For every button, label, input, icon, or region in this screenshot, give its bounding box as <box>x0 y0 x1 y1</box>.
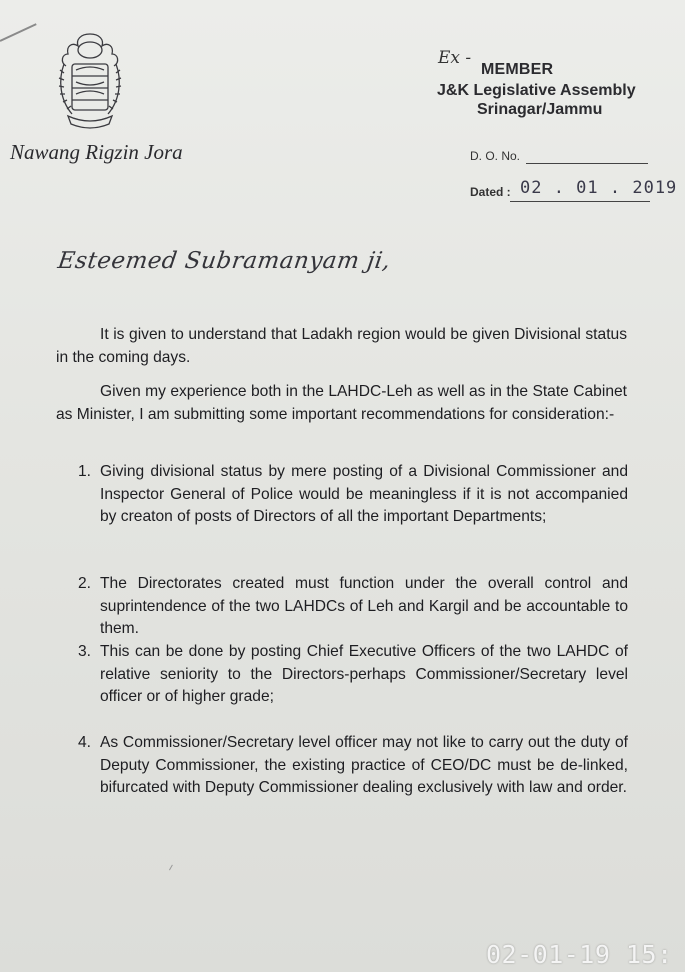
paragraph-1-text: It is given to understand that Ladakh region would be given Divisional status in the coming days. <box>56 326 627 366</box>
dated-value: 02 . 01 . 2019 <box>520 178 678 198</box>
state-emblem-icon <box>50 30 130 134</box>
do-number-line <box>526 163 648 164</box>
sender-name: Nawang Rigzin Jora <box>10 140 183 164</box>
list-item-text: Giving divisional status by mere posting of a Divisional Commissioner and Inspector General of Police would be meaningless if it is not accompanied by creaton of posts of Directors of all the important Departments; <box>100 463 628 526</box>
paragraph-2-text: Given my experience both in the LAHDC-Leh as well as in the State Cabinet as Minister, I am submitting some important recommendations for consideration:- <box>56 383 627 423</box>
list-item-number: 3. <box>78 643 92 660</box>
pen-mark <box>169 865 178 874</box>
do-number-label: D. O. No. <box>470 149 521 163</box>
list-item-number: 2. <box>78 575 92 592</box>
salutation: Esteemed Subramanyam ji, <box>56 248 393 274</box>
letterhead-city: Srinagar/Jammu <box>477 101 603 118</box>
list-item-text: This can be done by posting Chief Executive Officers of the two LAHDC of relative seniority to the Directors-perhaps Commissioner/Secretary level officer or of higher grade; <box>100 643 628 706</box>
list-item-number: 4. <box>78 734 92 751</box>
letterhead-assembly: J&K Legislative Assembly <box>437 82 636 99</box>
fold-mark <box>0 23 37 42</box>
dated-line <box>510 201 650 202</box>
paragraph-2 <box>56 381 627 426</box>
dated-label: Dated : <box>470 185 511 199</box>
list-item-text: As Commissioner/Secretary level officer may not like to carry out the duty of Deputy Commissioner, the existing practice of CEO/DC must be de-linked, bifurcated with Deputy Commissioner dealing exclusively with law and order. <box>100 734 628 797</box>
list-item-number: 1. <box>78 463 92 480</box>
ex-prefix: Ex - <box>438 48 472 68</box>
letterhead-title: MEMBER <box>481 61 554 78</box>
photo-timestamp: 02-01-19 15: <box>486 940 673 969</box>
paragraph-1 <box>56 324 627 369</box>
list-item-text: The Directorates created must function under the overall control and suprintendence of the two LAHDCs of Leh and Kargil and be accountable to them. <box>100 575 628 638</box>
